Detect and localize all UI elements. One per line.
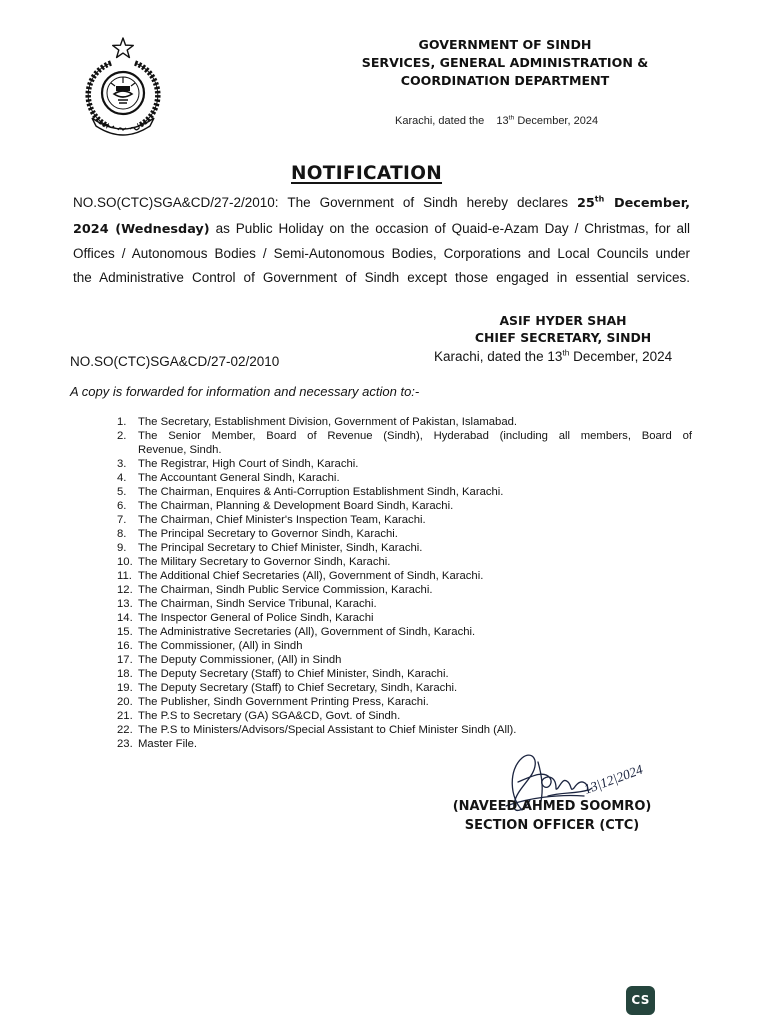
- item-text: The Chairman, Sindh Public Service Commission, Karachi.: [138, 584, 433, 596]
- date-day: 13: [496, 115, 509, 127]
- section-officer-signature-block: [432, 797, 672, 835]
- item-text-continuation: Revenue, Sindh.: [138, 444, 222, 456]
- item-number: 15.: [117, 626, 133, 638]
- date-day-suffix: th: [508, 114, 515, 122]
- item-number: 16.: [117, 640, 133, 652]
- notification-body-line: [73, 194, 690, 213]
- item-number: 13.: [117, 598, 133, 610]
- date-rest: December, 2024: [517, 115, 599, 127]
- item-text: The Chairman, Sindh Service Tribunal, Karachi.: [138, 598, 377, 610]
- distribution-item: [117, 723, 697, 737]
- chief-secretary-name: ASIF HYDER SHAH: [499, 313, 627, 328]
- item-number: 10.: [117, 556, 133, 568]
- item-text: The Registrar, High Court of Sindh, Karachi.: [138, 458, 359, 470]
- item-text: The Accountant General Sindh, Karachi.: [138, 472, 340, 484]
- notification-text: as Public Holiday on the occasion of Quaid-e-Azam Day / Christmas, for all: [215, 221, 690, 236]
- date-prefix: Karachi, dated the: [395, 115, 485, 127]
- item-text: The Deputy Secretary (Staff) to Chief Minister, Sindh, Karachi.: [138, 668, 449, 680]
- distribution-list: [117, 415, 697, 751]
- distribution-item: [117, 653, 697, 667]
- item-text: The Inspector General of Police Sindh, Karachi: [138, 612, 374, 624]
- item-text: The Principal Secretary to Governor Sindh, Karachi.: [138, 528, 398, 540]
- distribution-item: [117, 513, 697, 527]
- item-text: The Publisher, Sindh Government Printing Press, Karachi.: [138, 696, 429, 708]
- item-number: 19.: [117, 682, 133, 694]
- item-text: The Principal Secretary to Chief Minister, Sindh, Karachi.: [138, 542, 423, 554]
- item-number: 22.: [117, 724, 133, 736]
- header-department-line2: COORDINATION DEPARTMENT: [400, 73, 610, 88]
- signatory-title: SECTION OFFICER (CTC): [464, 818, 640, 833]
- item-text: The Deputy Secretary (Staff) to Chief Secretary, Sindh, Karachi.: [138, 682, 458, 694]
- distribution-item: [117, 471, 697, 485]
- item-number: 9.: [117, 542, 127, 554]
- item-number: 11.: [117, 570, 132, 582]
- sindh-emblem-logo: [78, 36, 170, 138]
- item-number: 23.: [117, 738, 133, 750]
- endorsement-reference: NO.SO(CTC)SGA&CD/27-02/2010: [70, 354, 280, 369]
- item-text: The Deputy Commissioner, (All) in Sindh: [138, 654, 342, 666]
- issue-date-line: [395, 115, 598, 127]
- item-text: The Military Secretary to Governor Sindh, Karachi.: [138, 556, 391, 568]
- item-number: 2.: [117, 430, 127, 442]
- item-text: The Administrative Secretaries (All), Government of Sindh, Karachi.: [138, 626, 476, 638]
- notification-ref-text: NO.SO(CTC)SGA&CD/27-2/2010: The Government of Sindh hereby declares: [73, 195, 568, 210]
- distribution-item: [117, 541, 697, 555]
- item-text: The P.S to Secretary (GA) SGA&CD, Govt. of Sindh.: [138, 710, 401, 722]
- holiday-date-bold: 25th December,: [576, 194, 690, 211]
- camscanner-badge-icon: CS: [626, 986, 655, 1015]
- emblem-star-icon: [113, 38, 134, 58]
- chief-secretary-title: CHIEF SECRETARY, SINDH: [474, 330, 652, 345]
- notification-body-line: Offices / Autonomous Bodies / Semi-Autonomous Bodies, Corporations and Local Councils under: [73, 246, 690, 261]
- item-number: 1.: [117, 416, 127, 428]
- item-number: 14.: [117, 612, 133, 624]
- distribution-item: [117, 625, 697, 639]
- item-number: 4.: [117, 472, 127, 484]
- item-number: 20.: [117, 696, 133, 708]
- handwritten-date: 13|12|2024: [581, 761, 645, 797]
- distribution-item: [117, 695, 697, 709]
- header-government: GOVERNMENT OF SINDH: [418, 37, 592, 52]
- item-text: The Secretary, Establishment Division, Government of Pakistan, Islamabad.: [138, 416, 518, 428]
- distribution-item: [117, 415, 697, 429]
- distribution-item: [117, 667, 697, 681]
- copy-forwarded-line: A copy is forwarded for information and necessary action to:-: [70, 384, 420, 399]
- item-number: 5.: [117, 486, 127, 498]
- item-text: The Chairman, Planning & Development Board Sindh, Karachi.: [138, 500, 454, 512]
- item-text: The Additional Chief Secretaries (All), Government of Sindh, Karachi.: [138, 570, 484, 582]
- department-header: [300, 36, 710, 90]
- distribution-item: [117, 639, 697, 653]
- item-text: The Senior Member, Board of Revenue (Sindh), Hyderabad (including all members, Board of: [138, 430, 692, 442]
- item-text: The Chairman, Chief Minister's Inspection Team, Karachi.: [138, 514, 426, 526]
- item-text: The Chairman, Enquires & Anti-Corruption Establishment Sindh, Karachi.: [138, 486, 504, 498]
- item-text: The Commissioner, (All) in Sindh: [138, 640, 303, 652]
- item-number: 12.: [117, 584, 133, 596]
- signatory-name: (NAVEED AHMED SOOMRO): [452, 799, 652, 814]
- item-number: 7.: [117, 514, 127, 526]
- chief-secretary-signature-block: [443, 312, 683, 346]
- distribution-item: [117, 569, 697, 583]
- distribution-item: [117, 681, 697, 695]
- distribution-item: [117, 555, 697, 569]
- notification-body-line: [73, 220, 690, 239]
- notification-body-line: the Administrative Control of Government of Sindh except those engaged in essential services.: [73, 270, 690, 285]
- item-number: 6.: [117, 500, 127, 512]
- distribution-item: [117, 709, 697, 723]
- item-number: 18.: [117, 668, 133, 680]
- notification-title: NOTIFICATION: [291, 163, 443, 184]
- item-number: 17.: [117, 654, 133, 666]
- item-number: 21.: [117, 710, 133, 722]
- distribution-item: [117, 499, 697, 513]
- distribution-item: [117, 611, 697, 625]
- distribution-item: [117, 429, 697, 443]
- distribution-item: [117, 527, 697, 541]
- holiday-year-bold: 2024 (Wednesday): [73, 222, 210, 237]
- distribution-item: [117, 583, 697, 597]
- distribution-item: [117, 485, 697, 499]
- endorsement-date-line: Karachi, dated the 13th December, 2024: [434, 347, 673, 364]
- header-department-line1: SERVICES, GENERAL ADMINISTRATION &: [361, 55, 649, 70]
- item-number: 8.: [117, 528, 127, 540]
- distribution-item: [117, 457, 697, 471]
- item-number: 3.: [117, 458, 127, 470]
- distribution-item: [117, 597, 697, 611]
- item-text: The P.S to Ministers/Advisors/Special Assistant to Chief Minister Sindh (All).: [138, 724, 517, 736]
- item-text: Master File.: [138, 738, 198, 750]
